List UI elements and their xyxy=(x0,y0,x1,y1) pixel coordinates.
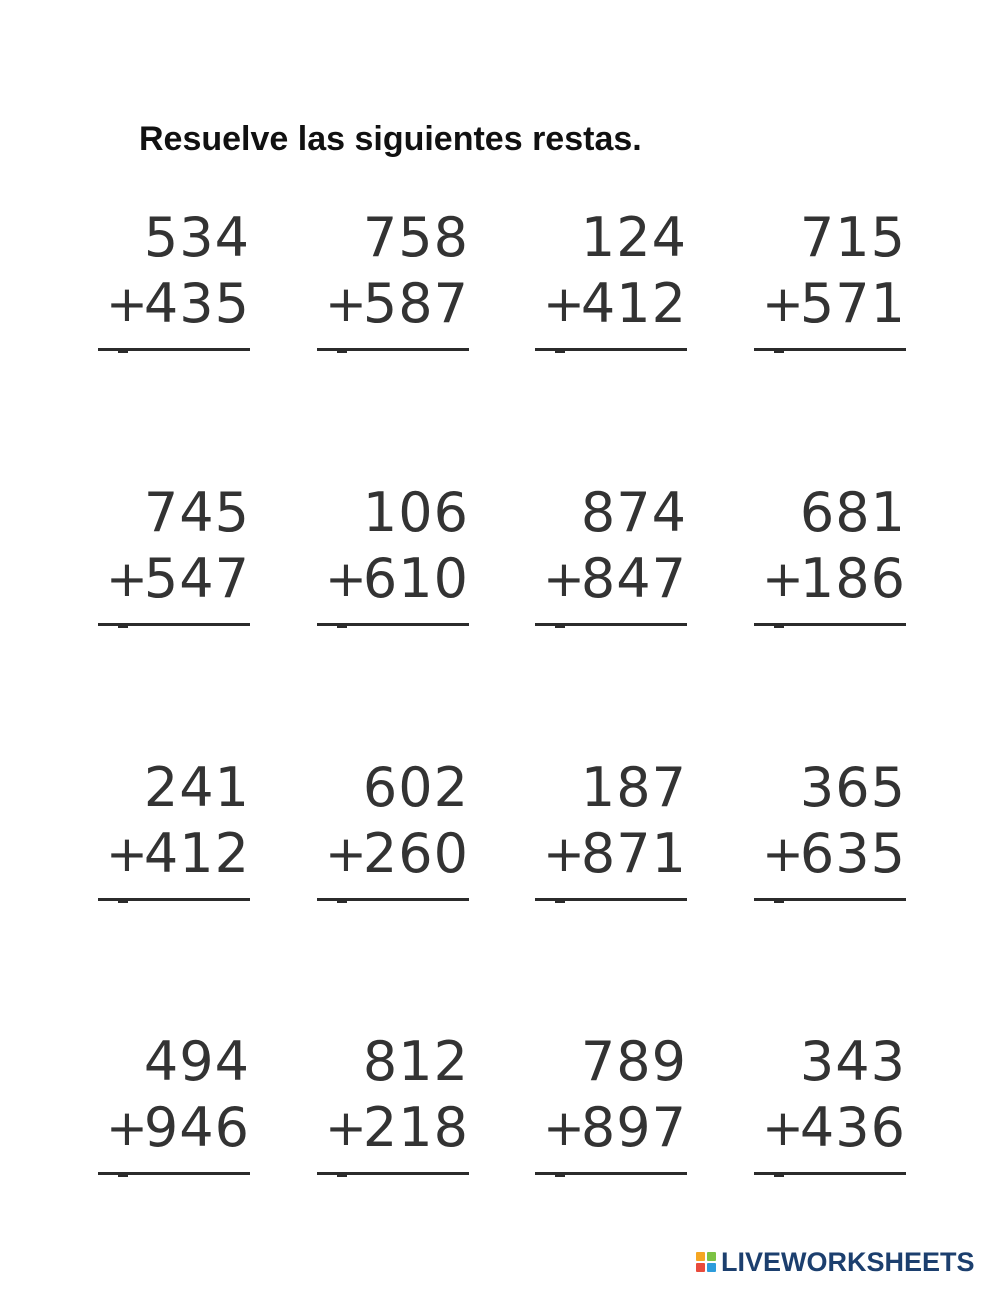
addition-problem xyxy=(535,758,695,908)
bottom-addend: 610 xyxy=(362,547,469,610)
top-addend: 602 xyxy=(362,756,469,819)
plus-sign: + xyxy=(762,550,804,608)
plus-sign: + xyxy=(325,275,367,333)
answer-line-mark xyxy=(774,626,784,628)
plus-sign: + xyxy=(106,275,148,333)
top-addend: 365 xyxy=(799,756,906,819)
addition-problem xyxy=(317,758,477,908)
plus-sign: + xyxy=(106,550,148,608)
plus-sign: + xyxy=(762,1099,804,1157)
addition-problem xyxy=(535,483,695,633)
addition-problem xyxy=(754,1032,914,1182)
answer-line-mark xyxy=(555,1175,565,1177)
top-addend: 494 xyxy=(143,1030,250,1093)
top-addend: 745 xyxy=(143,481,250,544)
answer-line-mark xyxy=(555,901,565,903)
addition-problem xyxy=(535,1032,695,1182)
answer-line-mark xyxy=(118,351,128,353)
addition-problem xyxy=(98,1032,258,1182)
top-addend: 681 xyxy=(799,481,906,544)
top-addend: 789 xyxy=(580,1030,687,1093)
bottom-addend: 635 xyxy=(799,822,906,885)
bottom-addend: 847 xyxy=(580,547,687,610)
bottom-addend: 946 xyxy=(143,1096,250,1159)
plus-sign: + xyxy=(762,275,804,333)
addition-problem xyxy=(98,758,258,908)
liveworksheets-logo xyxy=(696,1245,975,1279)
bottom-addend: 412 xyxy=(143,822,250,885)
logo-square-3 xyxy=(696,1263,705,1272)
answer-line-mark xyxy=(774,1175,784,1177)
answer-line-mark xyxy=(337,351,347,353)
bottom-addend: 412 xyxy=(580,272,687,335)
addition-problem xyxy=(317,1032,477,1182)
plus-sign: + xyxy=(762,825,804,883)
top-addend: 534 xyxy=(143,206,250,269)
addition-problem xyxy=(317,483,477,633)
addition-problem xyxy=(98,208,258,358)
plus-sign: + xyxy=(325,1099,367,1157)
logo-square-2 xyxy=(707,1252,716,1261)
top-addend: 187 xyxy=(580,756,687,819)
answer-line-mark xyxy=(555,626,565,628)
bottom-addend: 897 xyxy=(580,1096,687,1159)
bottom-addend: 186 xyxy=(799,547,906,610)
liveworksheets-logo-icon xyxy=(696,1252,716,1272)
plus-sign: + xyxy=(543,1099,585,1157)
bottom-addend: 547 xyxy=(143,547,250,610)
addition-problem xyxy=(754,483,914,633)
plus-sign: + xyxy=(325,550,367,608)
bottom-addend: 571 xyxy=(799,272,906,335)
bottom-addend: 871 xyxy=(580,822,687,885)
answer-line-mark xyxy=(337,1175,347,1177)
plus-sign: + xyxy=(325,825,367,883)
plus-sign: + xyxy=(543,550,585,608)
answer-line-mark xyxy=(337,901,347,903)
addition-problem xyxy=(754,208,914,358)
top-addend: 715 xyxy=(799,206,906,269)
top-addend: 124 xyxy=(580,206,687,269)
top-addend: 812 xyxy=(362,1030,469,1093)
logo-text: LIVEWORKSHEETS xyxy=(721,1246,975,1277)
plus-sign: + xyxy=(543,275,585,333)
top-addend: 758 xyxy=(362,206,469,269)
bottom-addend: 587 xyxy=(362,272,469,335)
addition-problem xyxy=(98,483,258,633)
logo-square-1 xyxy=(696,1252,705,1261)
answer-line-mark xyxy=(118,1175,128,1177)
addition-problem xyxy=(535,208,695,358)
bottom-addend: 260 xyxy=(362,822,469,885)
logo-square-4 xyxy=(707,1263,716,1272)
plus-sign: + xyxy=(106,825,148,883)
answer-line-mark xyxy=(337,626,347,628)
bottom-addend: 435 xyxy=(143,272,250,335)
worksheet-title: Resuelve las siguientes restas. xyxy=(139,120,642,158)
answer-line-mark xyxy=(118,626,128,628)
plus-sign: + xyxy=(106,1099,148,1157)
answer-line-mark xyxy=(555,351,565,353)
top-addend: 343 xyxy=(799,1030,906,1093)
answer-line-mark xyxy=(774,901,784,903)
top-addend: 106 xyxy=(362,481,469,544)
answer-line-mark xyxy=(774,351,784,353)
addition-problem xyxy=(317,208,477,358)
bottom-addend: 436 xyxy=(799,1096,906,1159)
answer-line-mark xyxy=(118,901,128,903)
top-addend: 241 xyxy=(143,756,250,819)
bottom-addend: 218 xyxy=(362,1096,469,1159)
plus-sign: + xyxy=(543,825,585,883)
addition-problem xyxy=(754,758,914,908)
top-addend: 874 xyxy=(580,481,687,544)
